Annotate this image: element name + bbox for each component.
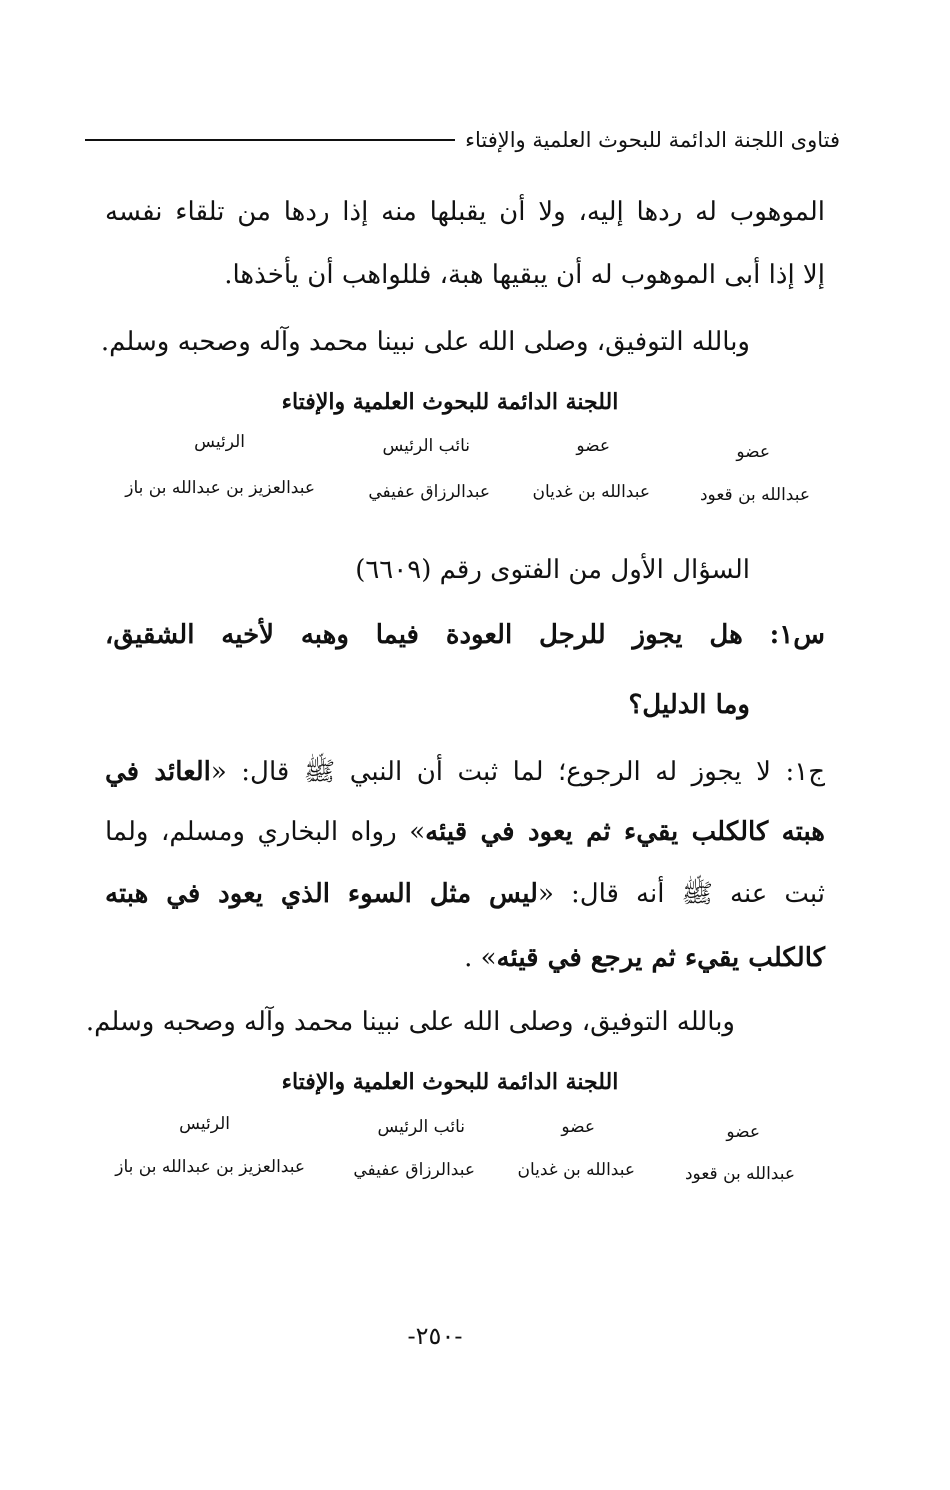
answer-line-1 bbox=[105, 752, 825, 792]
signature-role-4: الرئيس bbox=[194, 432, 245, 452]
signature-role-1: عضو bbox=[736, 442, 770, 462]
hadith-quote: كالكلب يقيء ثم يرجع في قيئه bbox=[496, 943, 825, 973]
header-title: فتاوى اللجنة الدائمة للبحوث العلمية والإفتاء bbox=[465, 128, 840, 152]
answer-line-4 bbox=[105, 938, 825, 978]
signature-name-3: عبدالرزاق عفيفي bbox=[353, 1160, 475, 1180]
signature-role-3: نائب الرئيس bbox=[382, 436, 470, 456]
signature-name-2: عبدالله بن غديان bbox=[532, 482, 650, 502]
answer-text: ج١: لا يجوز له الرجوع؛ لما ثبت أن النبي ﷺ قال: « bbox=[210, 757, 825, 787]
signature-name-3: عبدالرزاق عفيفي bbox=[368, 482, 490, 502]
hadith-quote: هبته كالكلب يقيء ثم يعود في قيئه bbox=[425, 817, 825, 847]
signature-name-1: عبدالله بن قعود bbox=[684, 1164, 795, 1184]
signature-name-1: عبدالله بن قعود bbox=[699, 485, 810, 505]
answer-line-3 bbox=[105, 874, 825, 914]
page-number: -٢٥٠- bbox=[407, 1322, 463, 1350]
hadith-quote: العائد في bbox=[105, 757, 211, 787]
signature-name-2: عبدالله بن غديان bbox=[517, 1160, 635, 1180]
signature-name-4: عبدالعزيز بن عبدالله بن باز bbox=[115, 1157, 305, 1177]
paragraph-line-2: إلا إذا أبى الموهوب له أن يبقيها هبة، فللواهب أن يأخذها. bbox=[224, 260, 825, 290]
answer-text: ثبت عنه ﷺ أنه قال: « bbox=[537, 879, 826, 909]
signature-name-4: عبدالعزيز بن عبدالله بن باز bbox=[125, 478, 315, 498]
closing-prayer-2: وبالله التوفيق، وصلى الله على نبينا محمد وآله وصحبه وسلم. bbox=[85, 1007, 735, 1037]
signature-role-2: عضو bbox=[576, 436, 610, 456]
signature-role-1: عضو bbox=[726, 1122, 760, 1142]
answer-text: » رواه البخاري ومسلم، ولما bbox=[105, 817, 426, 847]
question-line-1: س١: هل يجوز للرجل العودة فيما وهبه لأخيه الشقيق، bbox=[105, 620, 825, 650]
closing-prayer-1: وبالله التوفيق، وصلى الله على نبينا محمد وآله وصحبه وسلم. bbox=[100, 327, 750, 357]
paragraph-line-1: الموهوب له ردها إليه، ولا أن يقبلها منه إذا ردها من تلقاء نفسه bbox=[105, 197, 825, 227]
answer-line-2 bbox=[105, 812, 825, 852]
signature-role-4: الرئيس bbox=[179, 1114, 230, 1134]
running-header bbox=[85, 120, 840, 160]
header-rule bbox=[85, 139, 455, 141]
signature-role-3: نائب الرئيس bbox=[377, 1117, 465, 1137]
question-line-2: وما الدليل؟ bbox=[628, 690, 750, 720]
fatwa-heading: السؤال الأول من الفتوى رقم (٦٦٠٩) bbox=[355, 555, 750, 585]
hadith-quote: ليس مثل السوء الذي يعود في هبته bbox=[105, 879, 538, 909]
committee-title-2: اللجنة الدائمة للبحوث العلمية والإفتاء bbox=[281, 1069, 619, 1095]
signature-role-2: عضو bbox=[561, 1117, 595, 1137]
committee-title-1: اللجنة الدائمة للبحوث العلمية والإفتاء bbox=[281, 389, 619, 415]
answer-text: » . bbox=[464, 943, 497, 973]
